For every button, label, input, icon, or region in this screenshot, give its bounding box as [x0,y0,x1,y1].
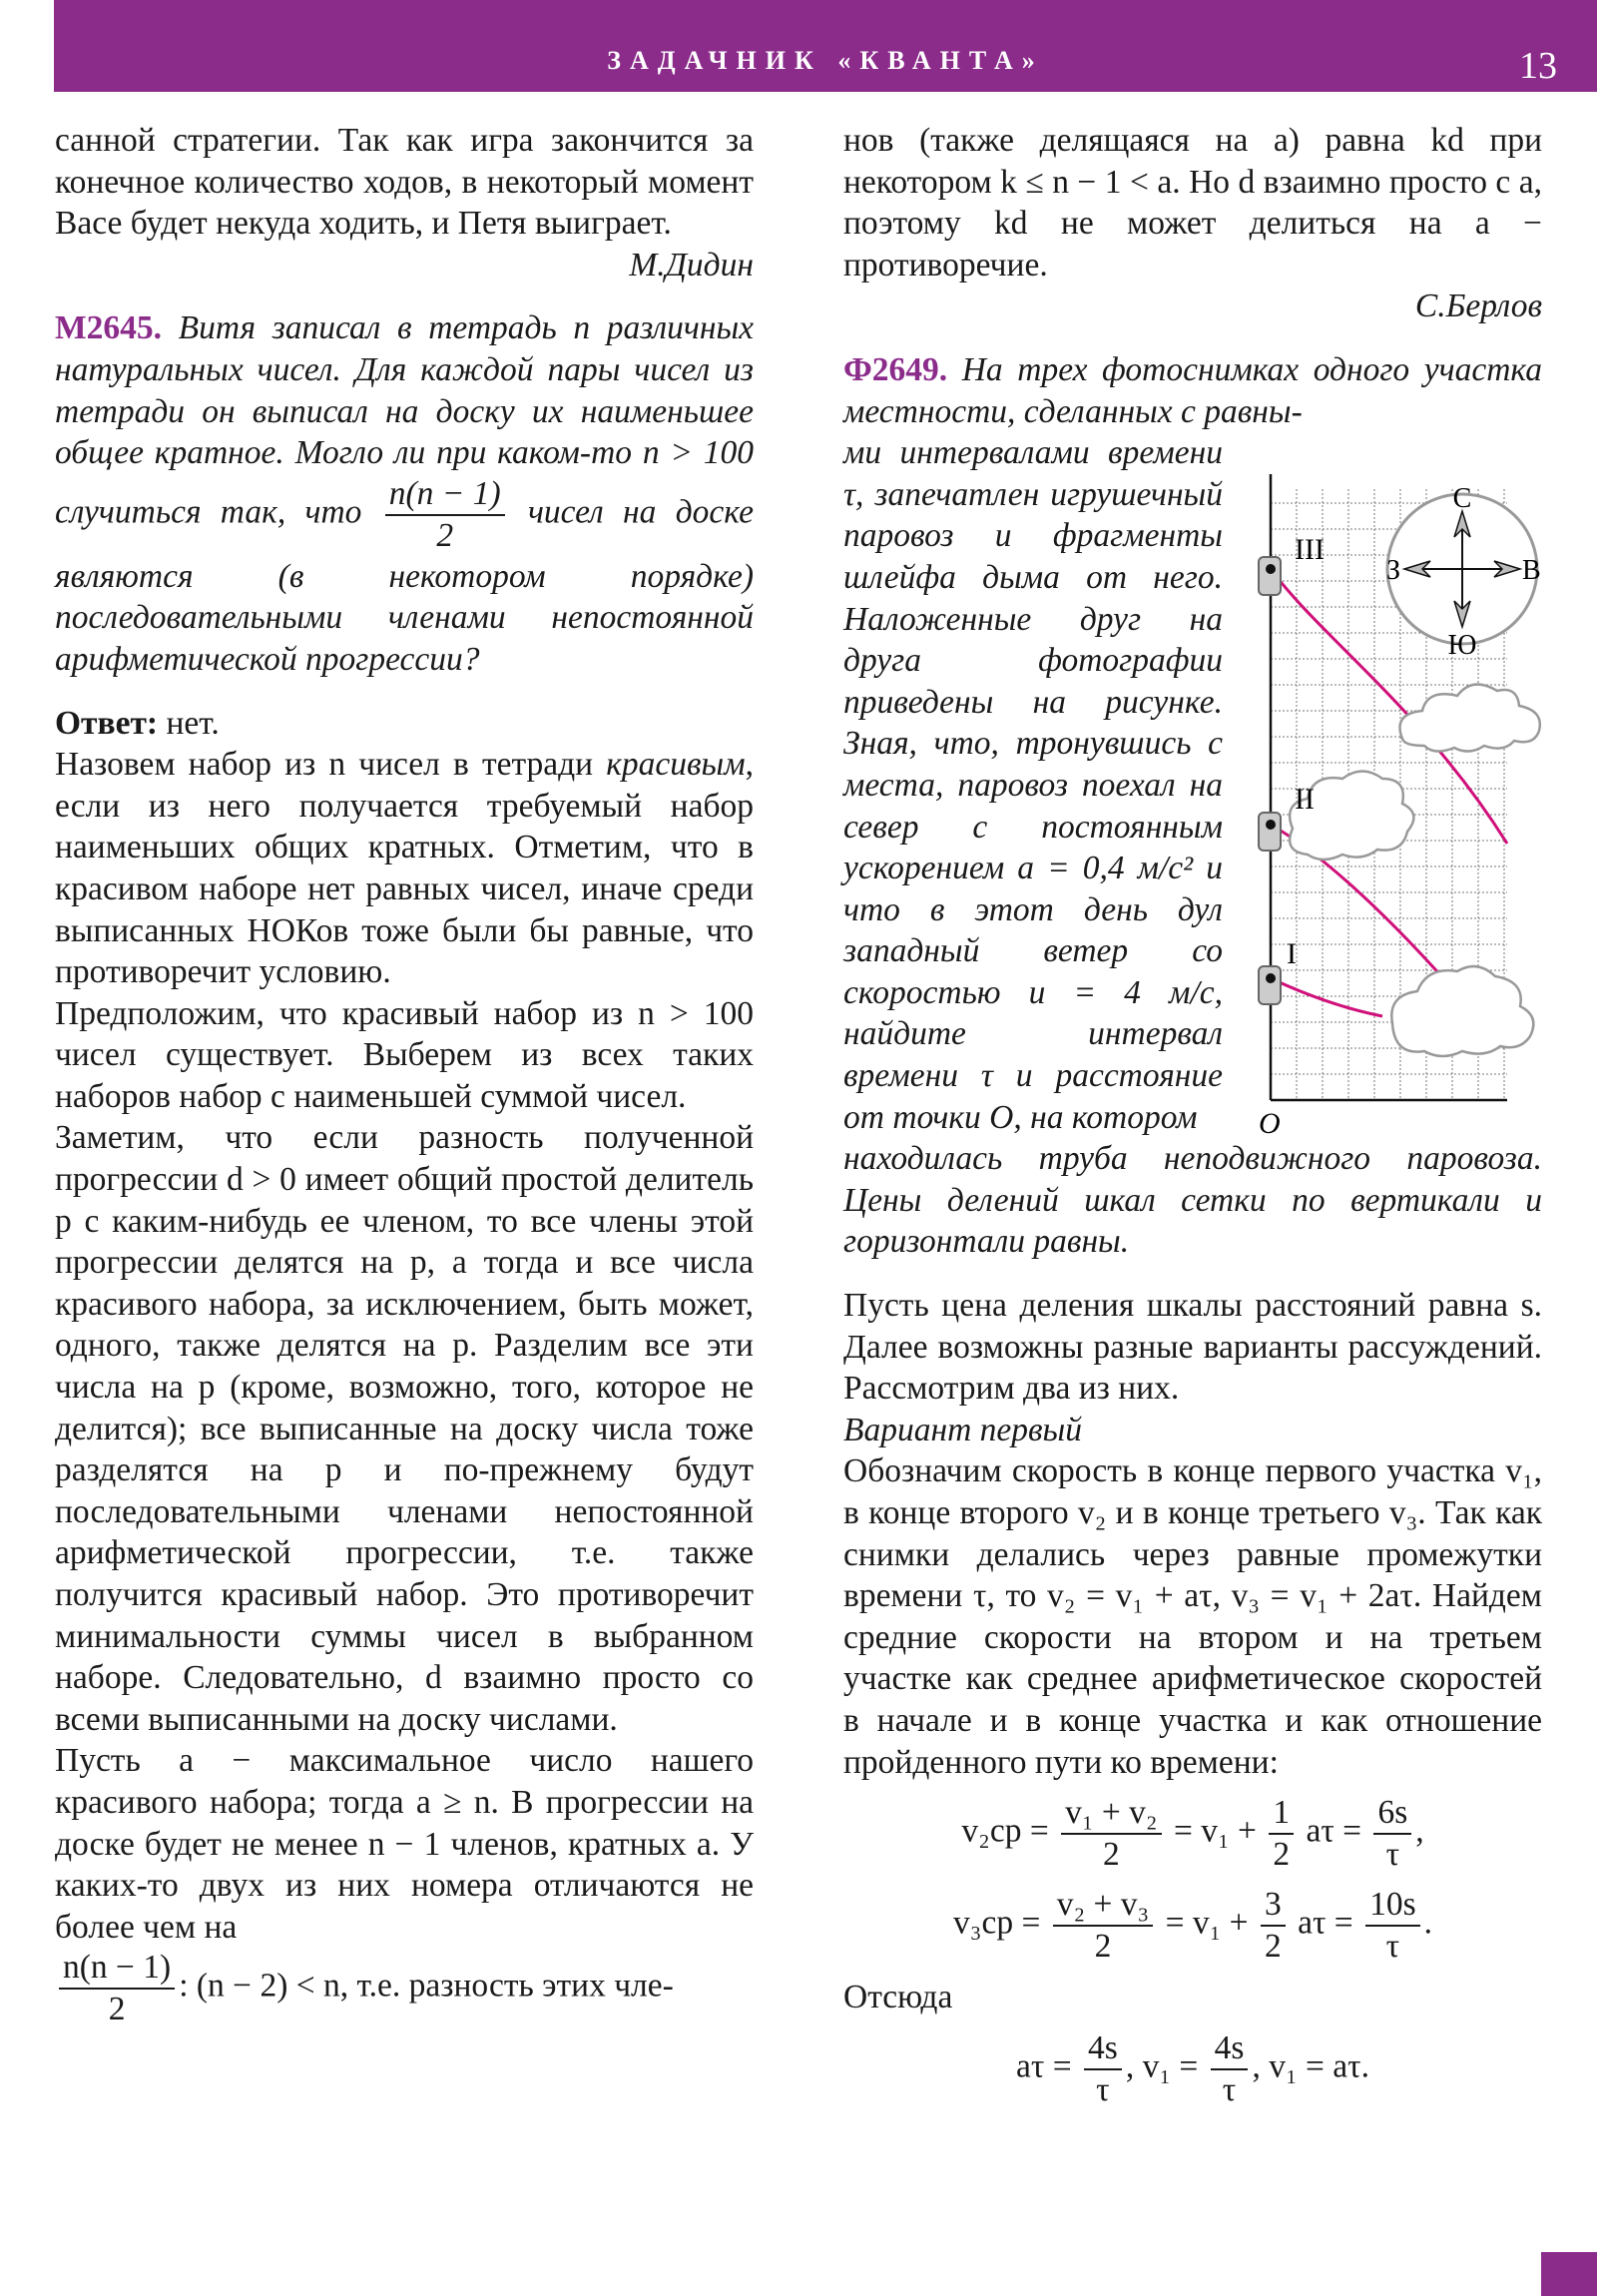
text: На трех фотоснимках одного участка местности, сделанных с равны- [843,350,1543,430]
frac-den: 2 [108,1991,126,2028]
fraction [1261,1885,1286,1967]
physics-problem-head [843,349,1542,432]
fraction [1269,1793,1294,1875]
frac-den: 2 [436,516,454,554]
frac-den: 2 [1264,1928,1282,1966]
solution-formula-line [55,1948,754,2029]
eq-part: aτ = [1016,2047,1072,2085]
frac-den: 2 [1094,1928,1112,1966]
text: красивым [606,746,746,784]
problem-id: Ф2649. [843,350,948,388]
answer-line [55,703,754,745]
intro-paragraph: санной стратегии. Так как игра закончится за конечное количество ходов, в некоторый момент Васе будет некуда ходить, и Петя выиграет. [55,122,754,243]
fraction [1211,2028,1249,2110]
journal-section-title: ЗАДАЧНИК «КВАНТА» [607,46,1044,75]
left-column [55,120,754,2029]
compass-east: В [1522,555,1541,586]
text: Назовем набор из n чисел в тетради [55,746,607,784]
frac-den: τ [1385,1836,1400,1874]
compass-south: Ю [1447,630,1477,661]
frac-num: v₁ + v₂ [1061,1793,1162,1835]
frac-num: 10s [1365,1885,1420,1927]
eq-part: , v₁ = [1125,2047,1199,2085]
label-II: II [1295,783,1315,816]
eq-part: v₂ср = [961,1812,1049,1850]
hence-line: Отсюда [843,1979,953,2016]
fraction [385,474,505,556]
label-I: I [1287,937,1297,970]
physics-problem-tail: находилась труба неподвижного паровоза. Цены делений шкал сетки по вертикали и горизонтали равны. [843,1140,1542,1261]
solution-paragraph: Обозначим скорость в конце первого участка v₁, в конце второго v₂ и в конце третьего v₃. Так как снимки делались через равные промежутки времени τ, то v₂ = v₁ + aτ, v₃ = v₁ + 2aτ. Найдем средние скорости на втором и на третьем участке как среднее арифметическое скоростей в начале и в конце участка и как отношение пройденного пути ко времени: [843,1452,1542,1781]
eq-part: , v₁ = aτ. [1252,2047,1369,2085]
label-III: III [1295,533,1325,566]
frac-den: 2 [1102,1836,1120,1874]
corner-accent [1541,2252,1597,2296]
eq-part: v₃ср = [953,1904,1041,1942]
eq-part: , [1415,1812,1424,1850]
fraction [1084,2028,1122,2110]
solution-paragraph: Пусть a − максимальное число нашего красивого набора; тогда a ≥ n. В прогрессии на доске будет не менее n − 1 членов, кратных a. У каких-то двух из них номера отличаются не более чем на [55,1742,754,1946]
frac-num: v₂ + v₃ [1053,1885,1154,1927]
variant-heading: Вариант первый [843,1411,1082,1448]
smoke-trail-I [1271,978,1382,1016]
fraction [1373,1793,1411,1875]
eq-part: aτ = [1306,1812,1362,1850]
equation-v3 [843,1885,1542,1967]
text: , если из него получается требуемый набор наименьших общих кратных. Отметим, что в красивом наборе нет равных чисел, иначе среди выписанных НОКов тоже были бы равные, что противоречит условию. [55,746,754,991]
page-number: 13 [1519,45,1557,87]
frac-num: 3 [1261,1885,1286,1927]
answer-value: нет. [158,704,220,742]
frac-den: 2 [1273,1836,1291,1874]
frac-den: τ [1222,2070,1237,2108]
solution-paragraph: Предположим, что красивый набор из n > 100 чисел существует. Выберем из всех таких наборов набор с наименьшей суммой чисел. [55,994,754,1115]
physics-problem-wrapped: ми интервалами времени τ, запечатлен игрушечный паровоз и фрагменты шлейфа дыма от него. Наложенные друг на друга фотографии приведены на рисунке. Зная, что, тронувшись с места, паровоз поехал на север с постоянным ускорением a = 0,4 м/с² и что в этот день дул западный ветер со скоростью u = 4 м/с, найдите интервал времени τ и расстояние от точки O, на котором [843,434,1223,1136]
problem-statement [55,307,754,680]
problem-text: чисел на доске являются (в некотором порядке) последовательными членами непостоянной арифметической прогрессии? [55,493,754,678]
fraction [1061,1793,1162,1875]
fraction [1365,1885,1420,1967]
train-smoke-figure [1253,469,1582,1148]
eq-part: aτ = [1298,1904,1353,1942]
frac-num: 1 [1269,1793,1294,1835]
fraction [59,1948,175,2029]
equation-result [843,2028,1542,2110]
frac-num: 4s [1084,2028,1122,2070]
eq-part: = v₁ + [1173,1812,1257,1850]
continuation-paragraph: нов (также делящаяся на a) равна kd при некотором k ≤ n − 1 < a. Но d взаимно просто с a, поэтому kd не может делиться на a − противоречие. [843,122,1542,284]
frac-num: 4s [1211,2028,1249,2070]
problem-id: М2645. [55,309,162,347]
problem-text: Витя записал в тетрадь n различных натуральных чисел. Для каждой пары чисел из тетради он выписал на доску их наименьшее общее кратное. Могло ли при каком-то n > 100 случиться так, что [55,309,754,531]
eq-part: = v₁ + [1165,1904,1249,1942]
text: : (n − 2) < n, т.е. разность этих чле- [179,1968,674,2006]
frac-den: τ [1385,1928,1400,1966]
page-header [54,0,1597,92]
solution-paragraph [55,744,754,993]
compass-icon [1386,483,1541,661]
author-signature: С.Берлов [1414,287,1542,325]
frac-num: n(n − 1) [59,1948,175,1990]
origin-label: O [1259,1107,1281,1140]
compass-west: З [1385,555,1400,586]
equation-v2 [843,1793,1542,1875]
frac-num: 6s [1373,1793,1411,1835]
solution-paragraph: Заметим, что если разность полученной прогрессии d > 0 имеет общий простой делитель p с каким-нибудь ее членом, то все члены этой прогрессии делятся на p, а тогда и все числа красивого набора, за исключением, быть может, одного, также делятся на p. Разделим все эти числа на p (кроме, возможно, того, которое не делится); все выписанные на доску числа тоже разделятся на p и по-прежнему будут последовательными членами непостоянной арифметической прогрессии, т.е. также получится красивый набор. Это противоречит минимальности суммы чисел в выбранном наборе. Следовательно, d взаимно просто со всеми выписанными на доску числами. [55,1119,754,1738]
solution-paragraph: Пусть цена деления шкалы расстояний равна s. Далее возможны разные варианты рассуждений. Рассмотрим два из них. [843,1287,1542,1408]
fraction [1053,1885,1154,1967]
compass-north: С [1452,483,1472,514]
author-signature: М.Дидин [629,246,754,284]
frac-den: τ [1096,2070,1110,2108]
eq-part: . [1423,1904,1432,1942]
frac-num: n(n − 1) [385,474,505,516]
answer-label: Ответ: [55,704,159,742]
